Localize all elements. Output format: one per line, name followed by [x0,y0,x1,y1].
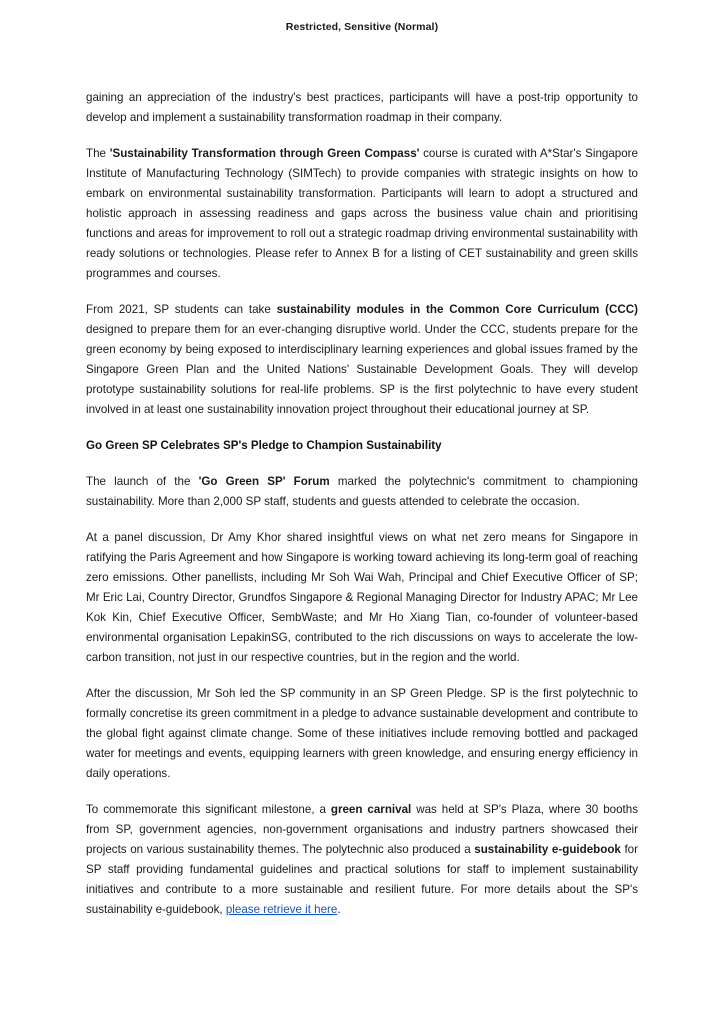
text-run: To commemorate this significant milestone, a [86,803,331,816]
bold-text-run: green carnival [330,803,412,816]
paragraph-sp-green-pledge [86,684,638,784]
paragraph-go-green-sp-forum-launch [86,472,638,512]
text-run: designed to prepare them for an ever-changing disruptive world. Under the CCC, students prepare for the green economy by being exposed to interdisciplinary learning experiences and global issues framed by the Singapore Green Plan and the United Nations' Sustainable Development Goals. They will develop prototype sustainability solutions for real-life problems. SP is the first polytechnic to have every student involved in at least one sustainability innovation project throughout their educational journey at SP. [86,323,638,416]
bold-text-run: sustainability e-guidebook [474,843,621,856]
paragraph-green-compass-course [86,144,638,284]
link-retrieve-e-guidebook[interactable]: please retrieve it here [225,903,338,916]
text-run: From 2021, SP students can take [86,303,277,316]
text-run: gaining an appreciation of the industry's best practices, participants will have a post-trip opportunity to develop and implement a sustainability transformation roadmap in their company. [86,91,638,124]
document-body [86,88,638,920]
paragraph-post-trip-opportunity [86,88,638,128]
heading-go-green-sp [86,436,638,456]
text-run: . [337,903,341,916]
bold-text-run: 'Sustainability Transformation through Green Compass' [109,147,420,160]
paragraph-panel-discussion [86,528,638,668]
bold-text-run: 'Go Green SP' Forum [198,475,330,488]
bold-text-run: sustainability modules in the Common Core Curriculum (CCC) [276,303,638,316]
text-run: The [86,147,110,160]
text-run: for SP staff providing fundamental guidelines and practical solutions for staff to implement sustainability initiatives and contribute to a more sustainable and resilient future. For more details about the SP's sustainability e-guidebook, [86,843,638,916]
paragraph-common-core-curriculum [86,300,638,420]
classification-header: Restricted, Sensitive (Normal) [285,21,439,33]
text-run: The launch of the [86,475,199,488]
text-run: After the discussion, Mr Soh led the SP community in an SP Green Pledge. SP is the first polytechnic to formally concretise its green commitment in a pledge to advance sustainable development and contribute to the global fight against climate change. Some of these initiatives include removing bottled and packaged water for meetings and events, equipping learners with green knowledge, and ensuring energy efficiency in daily operations. [86,687,638,780]
text-run: At a panel discussion, Dr Amy Khor shared insightful views on what net zero means for Singapore in ratifying the Paris Agreement and how Singapore is working toward achieving its long-term goal of reaching zero emissions. Other panellists, including Mr Soh Wai Wah, Principal and Chief Executive Officer of SP; Mr Eric Lai, Country Director, Grundfos Singapore & Regional Managing Director for Industry APAC; Mr Lee Kok Kin, Chief Executive Officer, SembWaste; and Mr Ho Xiang Tian, co-founder of volunteer-based environmental organisation LepakinSG, contributed to the rich discussions on ways to accelerate the low-carbon transition, not just in our respective countries, but in the region and the world. [86,531,638,664]
text-run: marked the polytechnic's commitment to championing sustainability. More than 2,000 SP staff, students and guests attended to celebrate the occasion. [86,475,638,508]
paragraph-green-carnival [86,800,638,920]
text-run: was held at SP's Plaza, where 30 booths from SP, government agencies, non-government organisations and industry partners showcased their projects on various sustainability themes. The polytechnic also produced a [86,803,638,856]
bold-text-run: Go Green SP Celebrates SP's Pledge to Champion Sustainability [86,439,442,452]
text-run: course is curated with A*Star's Singapore Institute of Manufacturing Technology (SIMTech) to provide companies with strategic insights on how to embark on environmental sustainability transformation. Participants will learn to adopt a structured and holistic approach in assessing readiness and gaps across the business value chain and prioritising functions and areas for improvement to roll out a strategic roadmap driving environmental sustainability with ready solutions or technologies. Please refer to Annex B for a listing of CET sustainability and green skills programmes and courses. [86,147,638,280]
